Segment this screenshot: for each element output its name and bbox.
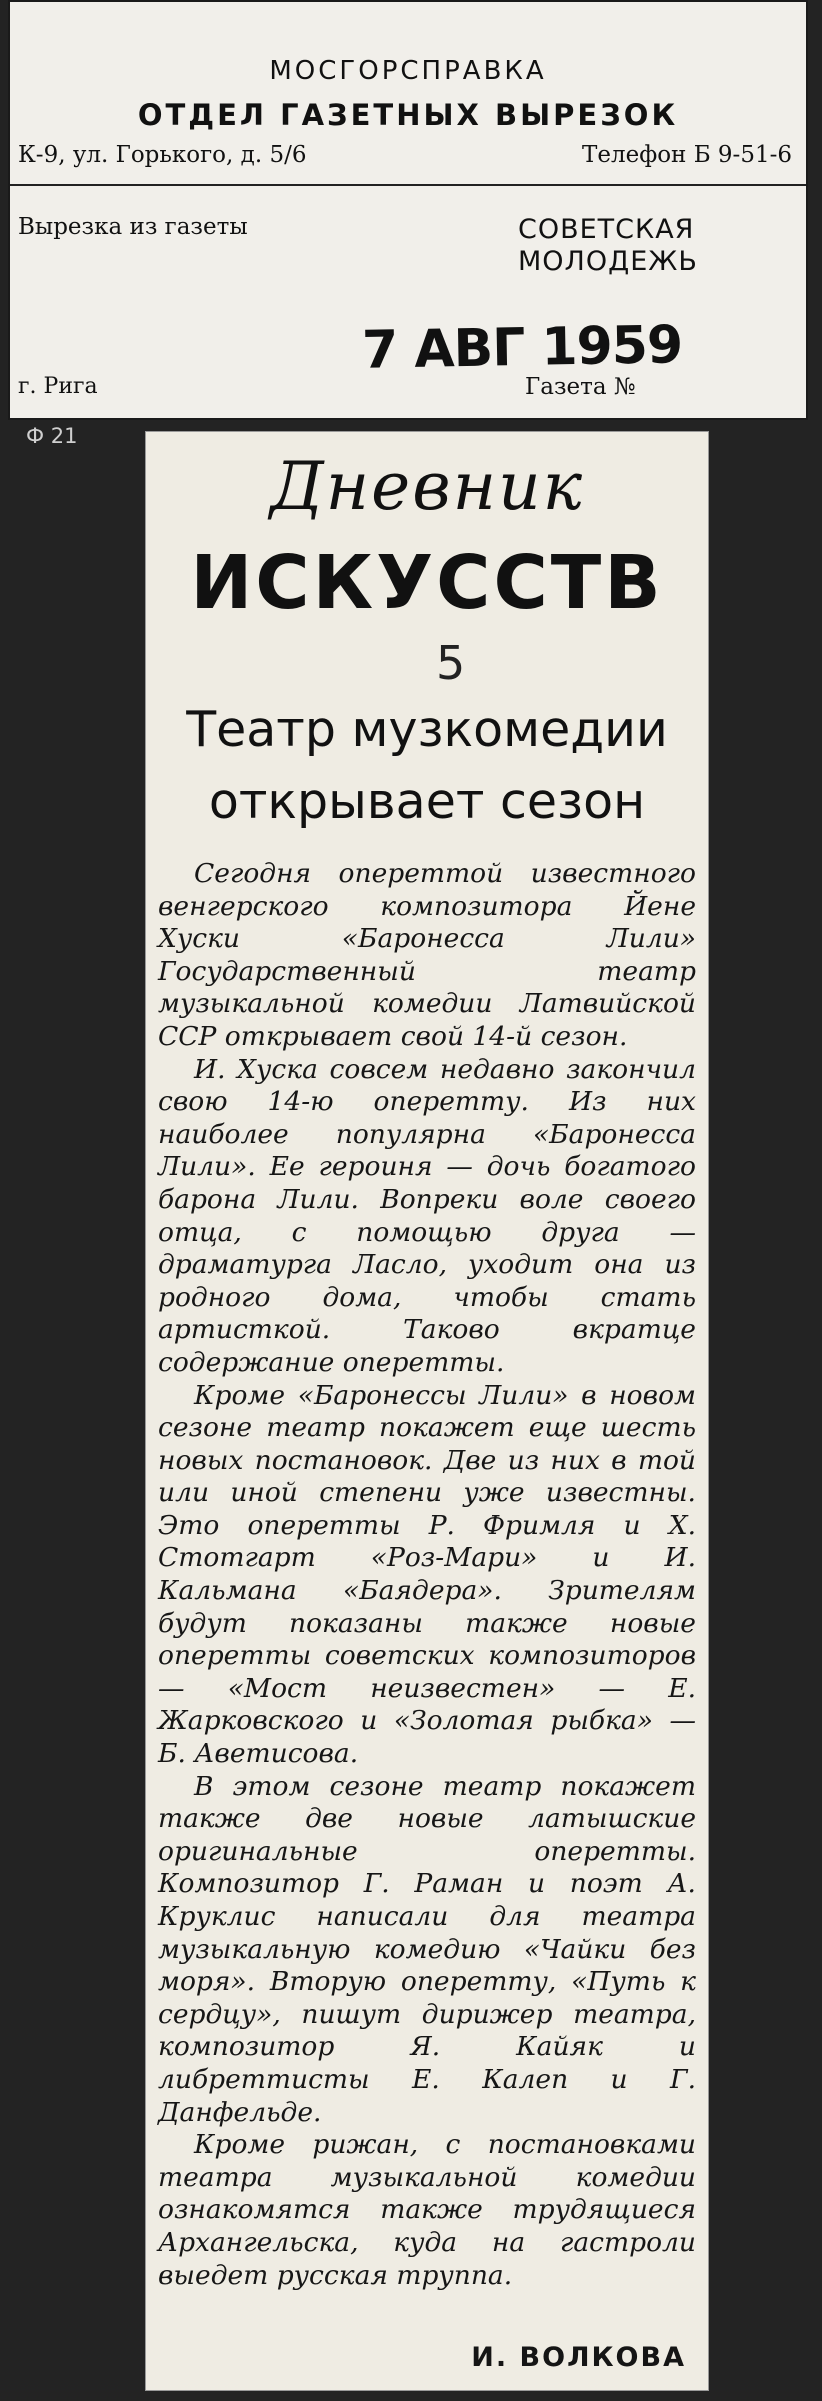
form-code: Ф 21 xyxy=(26,424,78,448)
newspaper-name-line2: МОЛОДЕЖЬ xyxy=(518,246,698,277)
newspaper-name xyxy=(518,214,698,278)
issue-label: Газета № xyxy=(525,374,636,400)
article-headline xyxy=(146,694,708,838)
article-paragraph: И. Хуска совсем недавно закончил свою 14-ю оперетту. Из них наиболее популярна «Баронесса Лили». Ее героиня — дочь богатого барона Лили. Вопреки воле своего отца, с помощью друга — драматурга Ласло, уходит она из родного дома, чтобы стать артисткой. Таково вкратце содержание оперетты. xyxy=(158,1053,696,1378)
header-divider xyxy=(10,184,806,186)
department-name: ОТДЕЛ ГАЗЕТНЫХ ВЫРЕЗОК xyxy=(137,98,679,132)
city-label: г. Рига xyxy=(18,374,98,399)
headline-line1: Театр музкомедии xyxy=(186,701,668,758)
article-paragraph: В этом сезоне театр покажет также две новые латышские оригинальные оперетты. Композитор Г. Раман и поэт А. Круклис написали для театра музыкальную комедию «Чайки без моря». Вторую оперетту, «Путь к сердцу», пишут дирижер театра, композитор Я. Кайяк и либреттисты Е. Калеп и Г. Данфельде. xyxy=(158,1770,696,2128)
rubric-title-script: Дневник xyxy=(270,448,584,525)
newspaper-name-line1: СОВЕТСКАЯ xyxy=(518,214,695,245)
article-paragraph: Кроме рижан, с постановками театра музыкальной комедии ознакомятся также трудящиеся Архангельска, куда на гастроли выедет русская труппа. xyxy=(158,2129,696,2291)
clipping-bureau-header xyxy=(8,0,808,420)
handwritten-mark: 5 xyxy=(436,636,466,690)
bureau-phone: Телефон Б 9-51-6 xyxy=(582,142,792,168)
author-signature: И. ВОЛКОВА xyxy=(471,2342,686,2373)
agency-name: МОСГОРСПРАВКА xyxy=(269,56,547,86)
cut-label: Вырезка из газеты xyxy=(18,214,248,240)
rubric-title-block: ИСКУССТВ xyxy=(190,540,664,626)
newspaper-clipping xyxy=(146,432,708,2390)
headline-line2: открывает сезон xyxy=(208,773,646,830)
article-body xyxy=(158,858,696,2292)
article-paragraph: Сегодня опереттой известного венгерского композитора Йене Хуски «Баронесса Лили» Государственный театр музыкальной комедии Латвийской ССР открывает свой 14-й сезон. xyxy=(158,858,696,1052)
date-stamp: 7 АВГ 1959 xyxy=(361,315,683,381)
bureau-address: К-9, ул. Горького, д. 5/6 xyxy=(18,142,307,168)
article-paragraph: Кроме «Баронессы Лили» в новом сезоне театр покажет еще шесть новых постановок. Две из них в той или иной степени уже известны. Это оперетты Р. Фримля и Х. Стотгарт «Роз-Мари» и И. Кальмана «Баядера». Зрителям будут показаны также новые оперетты советских композиторов — «Мост неизвестен» — Е. Жарковского и «Золотая рыбка» — Б. Аветисова. xyxy=(158,1379,696,1770)
